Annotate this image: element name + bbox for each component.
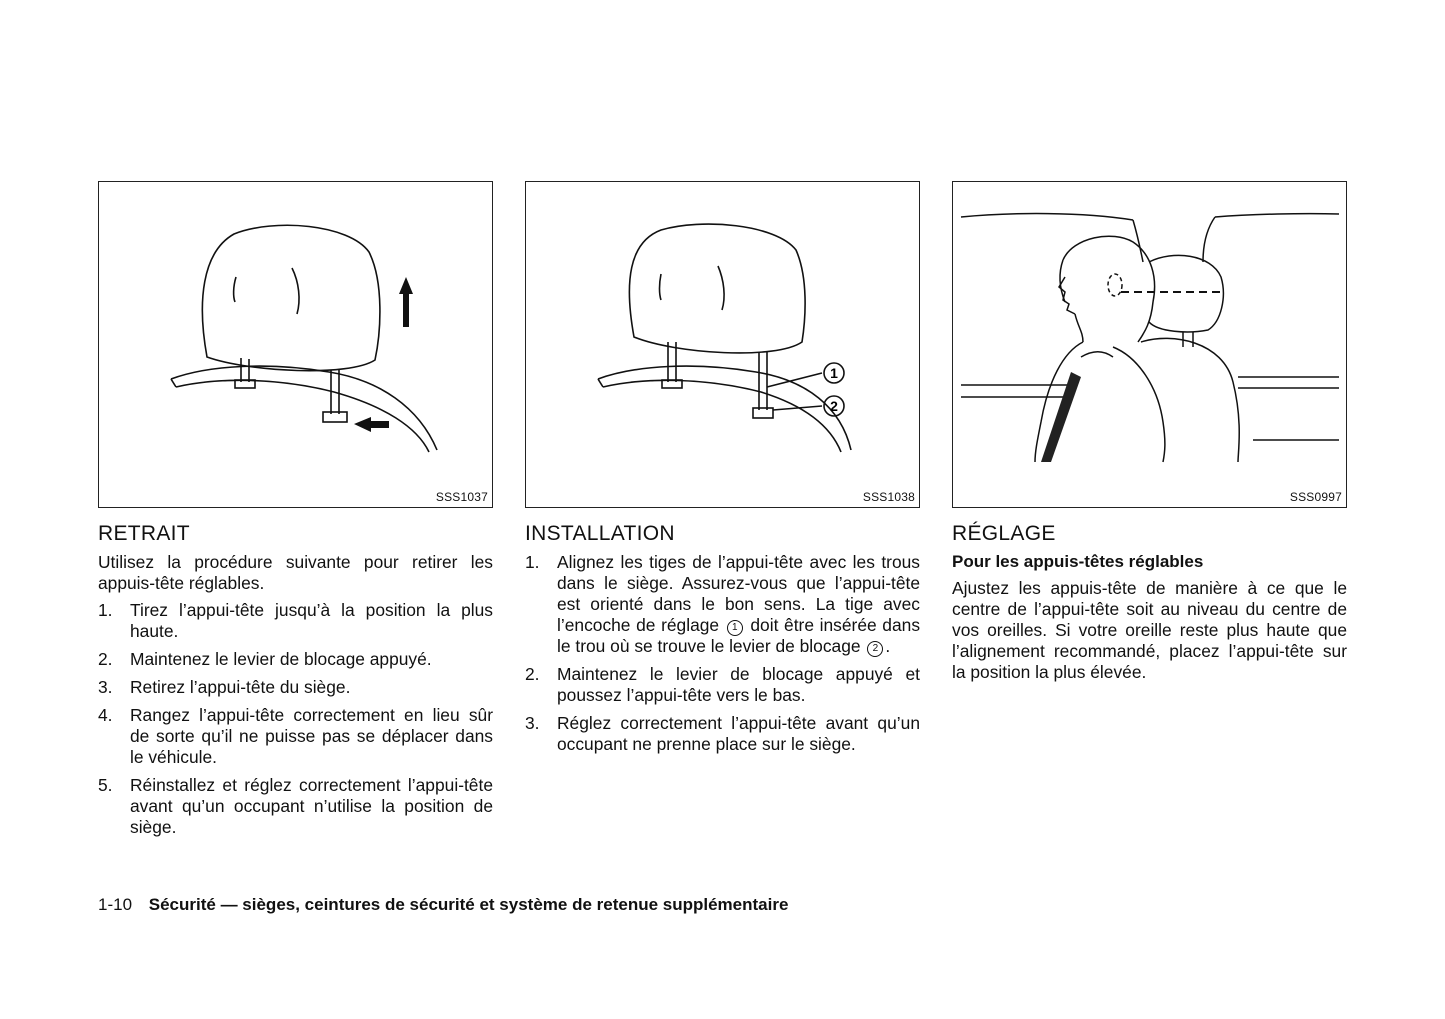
column-installation: [525, 181, 920, 762]
figure-headrest-removal: [98, 181, 493, 508]
list-item: 2. Maintenez le levier de blocage appuyé.: [98, 649, 432, 669]
list-item: 2. Maintenez le levier de blocage appuyé et poussez l’appui-tête vers le bas.: [525, 664, 920, 705]
section-title: Sécurité — sièges, ceintures de sécurité et système de retenue supplémentaire: [148, 895, 789, 914]
figure-code: SSS1037: [435, 490, 488, 504]
column-reglage: [952, 181, 1347, 683]
figure-headrest-adjustment: [952, 181, 1347, 508]
steps-list: [98, 600, 493, 838]
list-item: 1. Tirez l’appui-tête jusqu’à la position la plus haute.: [98, 600, 493, 641]
page-footer: [98, 895, 788, 915]
headrest-installation-illustration: [526, 182, 919, 507]
callout-marker-2: 2: [867, 641, 883, 657]
steps-list: [525, 552, 920, 755]
headrest-removal-illustration: [99, 182, 492, 507]
figure-code: SSS0997: [1289, 490, 1342, 504]
callout-1: 1: [830, 365, 838, 381]
section-heading: RÉGLAGE: [952, 522, 1056, 545]
page-number: 1-10: [98, 895, 133, 914]
callout-2: 2: [830, 398, 838, 414]
list-item: 3. Retirez l’appui-tête du siège.: [98, 677, 351, 697]
headrest-adjustment-illustration: [953, 182, 1346, 507]
section-heading: INSTALLATION: [525, 522, 675, 545]
list-item: 4. Rangez l’appui-tête correctement en lieu sûr de sorte qu’il ne puisse pas se déplacer dans le véhicule.: [98, 705, 493, 767]
callout-marker-1: 1: [727, 620, 743, 636]
list-item: 1. Alignez les tiges de l’appui-tête avec les trous dans le siège. Assurez-vous que l’appui-tête est orienté dans le bon sens. La tige avec l’encoche de réglage 1 doit être insérée dans le trou où se trouve le levier de blocage 2 .: [525, 552, 921, 656]
list-item: 5. Réinstallez et réglez correctement l’appui-tête avant qu’un occupant n’utilise la position de siège.: [98, 775, 493, 837]
list-item: 3. Réglez correctement l’appui-tête avant qu’un occupant ne prenne place sur le siège.: [525, 713, 920, 754]
body-text: Ajustez les appuis-tête de manière à ce que le centre de l’appui-tête soit au niveau du centre de vos oreilles. Si votre oreille reste plus haute que l’alignement recommandé, placez l’appui-tête sur la position la plus élevée.: [952, 578, 1347, 682]
section-heading: RETRAIT: [98, 522, 190, 545]
column-retrait: [98, 181, 493, 845]
subheading: Pour les appuis-têtes réglables: [952, 552, 1204, 571]
figure-code: SSS1038: [862, 490, 915, 504]
figure-headrest-installation: [525, 181, 920, 508]
intro-text: Utilisez la procédure suivante pour retirer les appuis-tête réglables.: [98, 552, 493, 593]
